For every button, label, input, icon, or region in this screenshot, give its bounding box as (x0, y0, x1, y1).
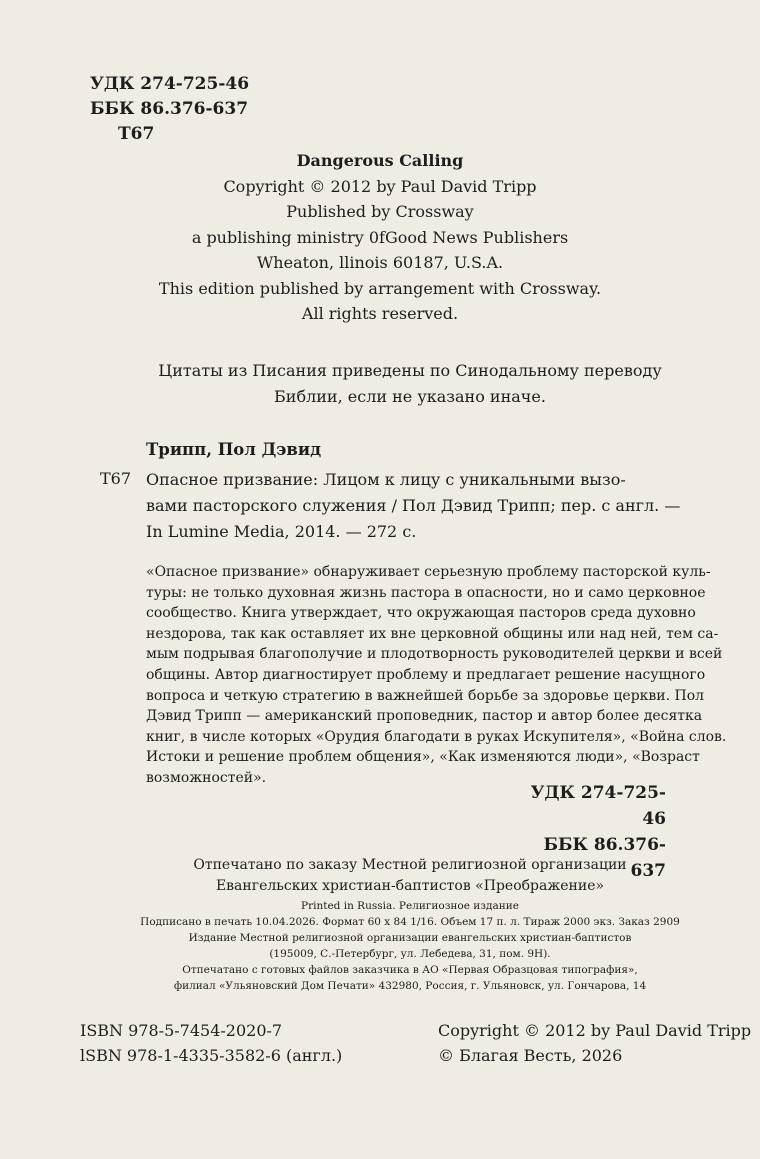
catalog-code: Т67 (100, 469, 132, 488)
annotation-line: нездорова, так как оставляет их вне церковной общины или над ней, тем са- (146, 625, 719, 642)
imprint-line: Printed in Russia. Религиозное издание (301, 900, 519, 912)
copyright-block (60, 148, 700, 327)
scripture-note (60, 358, 760, 410)
printed-by (60, 855, 760, 897)
biblio-line: Опасное призвание: Лицом к лицу с уникальными вызо- (146, 470, 626, 489)
annotation-line: мым подрывая благополучие и плодотворность руководителей церкви и всей (146, 646, 723, 663)
copyright-line: Copyright © 2012 by Paul David Tripp (223, 176, 537, 196)
annotation-line: книг, в числе которых «Орудия благодати в руках Искупителя», «Война слов. (146, 728, 727, 745)
original-title: Dangerous Calling (296, 151, 464, 170)
imprint-line: Подписано в печать 10.04.2026. Формат 60 х 84 1/16. Объем 17 п. л. Тираж 2000 экз. Заказ 2909 (140, 916, 680, 928)
annotation-line: сообщество. Книга утверждает, что окружающая пасторов среда духовно (146, 605, 696, 622)
scripture-line: Цитаты из Писания приведены по Синодальному переводу (158, 361, 662, 380)
printed-by-line: Отпечатано по заказу Местной религиозной организации (193, 857, 627, 873)
imprint-details (60, 898, 760, 994)
ministry-line: a publishing ministry 0fGood News Publishers (191, 227, 569, 247)
imprint-line: (195009, С.-Петербург, ул. Лебедева, 31, пом. 9Н). (269, 948, 551, 960)
catalog-code-top: Т67 (118, 124, 155, 144)
isbn-block (80, 1018, 342, 1068)
annotation-line: возможностей». (146, 769, 267, 786)
copyright-bottom (438, 1018, 751, 1068)
isbn-line: ISBN 978-5-7454-2020-7 (80, 1021, 283, 1040)
biblio-line: In Lumine Media, 2014. — 272 с. (146, 522, 417, 541)
edition-line: This edition published by arrangement with Crossway. (158, 278, 602, 298)
annotation-line: Истоки и решение проблем общения», «Как изменяются люди», «Возраст (146, 749, 700, 766)
annotation-line: общины. Автор диагностирует проблему и предлагает решение насущного (146, 666, 706, 683)
udk-code: УДК 274-725-46 (90, 74, 250, 94)
author-heading: Трипп, Пол Дэвид (146, 440, 322, 459)
annotation-line: Дэвид Трипп — американский проповедник, пастор и автор более десятка (146, 708, 703, 725)
copyright-line: Copyright © 2012 by Paul David Tripp (438, 1021, 752, 1040)
rights-line: All rights reserved. (301, 304, 459, 323)
printed-by-line: Евангельских христиан-баптистов «Преображение» (215, 878, 605, 894)
imprint-line: филиал «Ульяновский Дом Печати» 432980, Россия, г. Ульяновск, ул. Гончарова, 14 (173, 980, 647, 992)
biblio-line: вами пасторского служения / Пол Дэвид Трипп; пер. с англ. — (146, 496, 681, 515)
scripture-line: Библии, если не указано иначе. (274, 387, 546, 406)
annotation-line: вопроса и четкую стратегию в важнейшей борьбе за здоровье церкви. Пол (146, 687, 705, 704)
annotation-line: туры: не только духовная жизнь пастора в опасности, но и само церковное (146, 584, 706, 601)
annotation-line: «Опасное призвание» обнаруживает серьезную проблему пасторской куль- (146, 564, 711, 580)
udk-code: УДК 274-725-46 (530, 783, 666, 829)
copyright-line: © Благая Весть, 2026 (438, 1046, 623, 1065)
annotation (146, 562, 727, 789)
publisher-line: Published by Crossway (286, 202, 474, 221)
imprint-line: Издание Местной религиозной организации евангельских христиан-баптистов (188, 932, 632, 944)
bbk-code: ББК 86.376-637 (90, 99, 249, 119)
imprint-line: Отпечатано с готовых файлов заказчика в АО «Первая Образцовая типография», (182, 964, 638, 976)
isbn-line: lSBN 978-1-4335-3582-6 (англ.) (80, 1046, 343, 1065)
address-line: Wheaton, llinois 60187, U.S.A. (256, 253, 504, 272)
bbk-code: ББК 86.376-637 (543, 835, 666, 881)
udk-top-block (90, 72, 249, 147)
bibliographic-description (146, 467, 681, 545)
